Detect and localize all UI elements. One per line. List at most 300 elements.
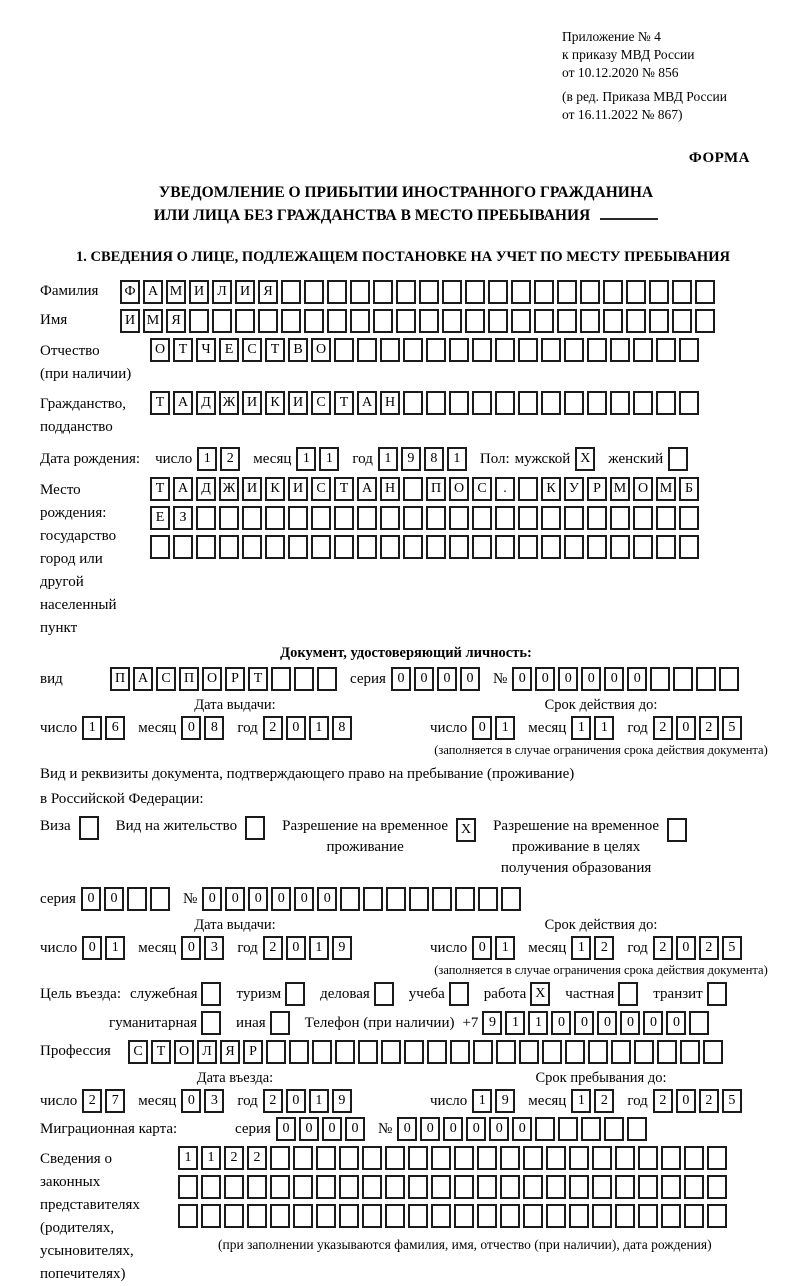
purpose-5-checkbox[interactable] xyxy=(618,982,641,1006)
char-cell[interactable] xyxy=(581,1117,601,1141)
birth-year-cells[interactable] xyxy=(378,447,470,471)
char-cell[interactable] xyxy=(673,667,693,691)
char-cell[interactable] xyxy=(546,1175,566,1199)
char-cell[interactable] xyxy=(564,535,584,559)
char-cell[interactable] xyxy=(604,1117,624,1141)
char-cell[interactable] xyxy=(266,1040,286,1064)
char-cell[interactable] xyxy=(667,818,687,842)
permit-valid-year[interactable] xyxy=(653,936,745,960)
char-cell[interactable] xyxy=(546,1204,566,1228)
citizenship-cells[interactable] xyxy=(150,391,702,415)
char-cell[interactable] xyxy=(541,506,561,530)
char-cell[interactable]: Д xyxy=(196,477,216,501)
char-cell[interactable] xyxy=(679,338,699,362)
char-cell[interactable]: 0 xyxy=(322,1117,342,1141)
char-cell[interactable] xyxy=(511,309,531,333)
char-cell[interactable]: Д xyxy=(196,391,216,415)
char-cell[interactable]: Т xyxy=(334,391,354,415)
char-cell[interactable] xyxy=(592,1175,612,1199)
char-cell[interactable] xyxy=(500,1146,520,1170)
char-cell[interactable] xyxy=(610,338,630,362)
char-cell[interactable] xyxy=(242,535,262,559)
char-cell[interactable]: В xyxy=(288,338,308,362)
char-cell[interactable] xyxy=(293,1204,313,1228)
char-cell[interactable] xyxy=(362,1175,382,1199)
char-cell[interactable] xyxy=(672,280,692,304)
char-cell[interactable] xyxy=(403,391,423,415)
char-cell[interactable] xyxy=(633,338,653,362)
char-cell[interactable] xyxy=(626,280,646,304)
char-cell[interactable] xyxy=(294,667,314,691)
char-cell[interactable] xyxy=(477,1175,497,1199)
permit-issue-day[interactable] xyxy=(82,936,128,960)
char-cell[interactable] xyxy=(569,1146,589,1170)
stay-day[interactable] xyxy=(472,1089,518,1113)
char-cell[interactable] xyxy=(518,477,538,501)
char-cell[interactable]: 0 xyxy=(676,1089,696,1113)
char-cell[interactable] xyxy=(588,1040,608,1064)
temp-residence-edu-checkbox[interactable] xyxy=(667,818,690,842)
char-cell[interactable] xyxy=(523,1175,543,1199)
char-cell[interactable] xyxy=(477,1204,497,1228)
char-cell[interactable]: 0 xyxy=(581,667,601,691)
char-cell[interactable]: 9 xyxy=(482,1011,502,1035)
char-cell[interactable] xyxy=(615,1204,635,1228)
char-cell[interactable] xyxy=(695,280,715,304)
char-cell[interactable]: 1 xyxy=(178,1146,198,1170)
char-cell[interactable] xyxy=(242,506,262,530)
char-cell[interactable]: 0 xyxy=(676,716,696,740)
char-cell[interactable]: Е xyxy=(219,338,239,362)
char-cell[interactable] xyxy=(265,535,285,559)
char-cell[interactable] xyxy=(523,1146,543,1170)
char-cell[interactable]: 2 xyxy=(699,1089,719,1113)
purpose-1-checkbox[interactable] xyxy=(285,982,308,1006)
char-cell[interactable] xyxy=(649,280,669,304)
char-cell[interactable] xyxy=(587,391,607,415)
char-cell[interactable] xyxy=(150,535,170,559)
char-cell[interactable] xyxy=(680,1040,700,1064)
char-cell[interactable] xyxy=(358,1040,378,1064)
char-cell[interactable] xyxy=(247,1175,267,1199)
char-cell[interactable]: 0 xyxy=(248,887,268,911)
char-cell[interactable] xyxy=(380,338,400,362)
char-cell[interactable] xyxy=(541,535,561,559)
char-cell[interactable] xyxy=(312,1040,332,1064)
char-cell[interactable]: 0 xyxy=(604,667,624,691)
char-cell[interactable] xyxy=(374,982,394,1006)
char-cell[interactable] xyxy=(316,1204,336,1228)
char-cell[interactable] xyxy=(454,1175,474,1199)
char-cell[interactable]: 0 xyxy=(472,716,492,740)
mig-series-cells[interactable] xyxy=(276,1117,368,1141)
char-cell[interactable] xyxy=(316,1175,336,1199)
char-cell[interactable] xyxy=(719,667,739,691)
char-cell[interactable] xyxy=(219,506,239,530)
char-cell[interactable]: 0 xyxy=(181,1089,201,1113)
char-cell[interactable] xyxy=(196,535,216,559)
char-cell[interactable] xyxy=(495,535,515,559)
char-cell[interactable] xyxy=(442,309,462,333)
char-cell[interactable]: 2 xyxy=(263,936,283,960)
char-cell[interactable]: 0 xyxy=(202,887,222,911)
char-cell[interactable] xyxy=(350,280,370,304)
char-cell[interactable]: 2 xyxy=(653,716,673,740)
char-cell[interactable]: 1 xyxy=(495,936,515,960)
char-cell[interactable] xyxy=(661,1204,681,1228)
char-cell[interactable] xyxy=(650,667,670,691)
char-cell[interactable] xyxy=(427,1040,447,1064)
char-cell[interactable] xyxy=(518,506,538,530)
char-cell[interactable]: 0 xyxy=(286,1089,306,1113)
char-cell[interactable] xyxy=(265,506,285,530)
char-cell[interactable] xyxy=(449,506,469,530)
char-cell[interactable]: 2 xyxy=(224,1146,244,1170)
char-cell[interactable] xyxy=(610,535,630,559)
char-cell[interactable]: 0 xyxy=(391,667,411,691)
char-cell[interactable]: 0 xyxy=(181,936,201,960)
char-cell[interactable] xyxy=(501,887,521,911)
char-cell[interactable] xyxy=(472,506,492,530)
char-cell[interactable]: 7 xyxy=(105,1089,125,1113)
char-cell[interactable]: И xyxy=(235,280,255,304)
char-cell[interactable] xyxy=(373,309,393,333)
char-cell[interactable] xyxy=(431,1146,451,1170)
char-cell[interactable]: П xyxy=(426,477,446,501)
char-cell[interactable] xyxy=(668,447,688,471)
passport-issue-day[interactable] xyxy=(82,716,128,740)
char-cell[interactable]: 1 xyxy=(528,1011,548,1035)
char-cell[interactable]: О xyxy=(311,338,331,362)
char-cell[interactable] xyxy=(603,309,623,333)
char-cell[interactable]: 0 xyxy=(286,716,306,740)
char-cell[interactable] xyxy=(270,1011,290,1035)
char-cell[interactable]: . xyxy=(495,477,515,501)
char-cell[interactable] xyxy=(684,1175,704,1199)
char-cell[interactable]: 9 xyxy=(332,1089,352,1113)
char-cell[interactable] xyxy=(339,1175,359,1199)
char-cell[interactable] xyxy=(592,1204,612,1228)
char-cell[interactable] xyxy=(449,338,469,362)
char-cell[interactable] xyxy=(465,309,485,333)
char-cell[interactable] xyxy=(707,1146,727,1170)
char-cell[interactable] xyxy=(495,506,515,530)
char-cell[interactable]: 0 xyxy=(643,1011,663,1035)
char-cell[interactable]: 2 xyxy=(220,447,240,471)
char-cell[interactable]: Р xyxy=(587,477,607,501)
char-cell[interactable]: Т xyxy=(248,667,268,691)
char-cell[interactable]: 0 xyxy=(286,936,306,960)
purpose-7-checkbox[interactable] xyxy=(201,1011,224,1035)
char-cell[interactable] xyxy=(518,391,538,415)
char-cell[interactable] xyxy=(449,391,469,415)
char-cell[interactable] xyxy=(455,887,475,911)
char-cell[interactable] xyxy=(271,667,291,691)
char-cell[interactable] xyxy=(679,506,699,530)
char-cell[interactable]: Р xyxy=(243,1040,263,1064)
char-cell[interactable]: 2 xyxy=(263,716,283,740)
char-cell[interactable] xyxy=(258,309,278,333)
char-cell[interactable]: С xyxy=(311,477,331,501)
char-cell[interactable]: Н xyxy=(380,477,400,501)
male-checkbox[interactable] xyxy=(575,447,598,471)
char-cell[interactable]: Р xyxy=(225,667,245,691)
char-cell[interactable] xyxy=(442,280,462,304)
birth-place-row2[interactable] xyxy=(150,506,702,530)
legal-reps-row3[interactable] xyxy=(178,1204,730,1228)
char-cell[interactable]: С xyxy=(311,391,331,415)
birth-day-cells[interactable] xyxy=(197,447,243,471)
char-cell[interactable]: 2 xyxy=(82,1089,102,1113)
char-cell[interactable] xyxy=(580,309,600,333)
char-cell[interactable] xyxy=(703,1040,723,1064)
passport-valid-month[interactable] xyxy=(571,716,617,740)
char-cell[interactable] xyxy=(373,280,393,304)
char-cell[interactable]: 9 xyxy=(401,447,421,471)
char-cell[interactable]: 1 xyxy=(378,447,398,471)
char-cell[interactable]: С xyxy=(472,477,492,501)
birth-place-row1[interactable] xyxy=(150,477,702,501)
char-cell[interactable] xyxy=(339,1204,359,1228)
char-cell[interactable] xyxy=(289,1040,309,1064)
char-cell[interactable] xyxy=(426,391,446,415)
char-cell[interactable] xyxy=(270,1146,290,1170)
char-cell[interactable] xyxy=(212,309,232,333)
char-cell[interactable] xyxy=(611,1040,631,1064)
char-cell[interactable] xyxy=(542,1040,562,1064)
char-cell[interactable]: 1 xyxy=(309,936,329,960)
char-cell[interactable]: X xyxy=(530,982,550,1006)
char-cell[interactable]: 0 xyxy=(597,1011,617,1035)
char-cell[interactable]: 0 xyxy=(420,1117,440,1141)
char-cell[interactable]: 1 xyxy=(201,1146,221,1170)
passport-valid-day[interactable] xyxy=(472,716,518,740)
char-cell[interactable]: 9 xyxy=(495,1089,515,1113)
char-cell[interactable]: 1 xyxy=(571,1089,591,1113)
char-cell[interactable] xyxy=(564,506,584,530)
char-cell[interactable]: Л xyxy=(212,280,232,304)
char-cell[interactable] xyxy=(500,1204,520,1228)
permit-issue-year[interactable] xyxy=(263,936,355,960)
char-cell[interactable] xyxy=(403,477,423,501)
mig-number-cells[interactable] xyxy=(397,1117,650,1141)
char-cell[interactable] xyxy=(672,309,692,333)
char-cell[interactable]: 0 xyxy=(81,887,101,911)
char-cell[interactable] xyxy=(634,1040,654,1064)
char-cell[interactable]: О xyxy=(633,477,653,501)
char-cell[interactable]: 3 xyxy=(204,936,224,960)
char-cell[interactable]: К xyxy=(265,477,285,501)
char-cell[interactable] xyxy=(557,280,577,304)
char-cell[interactable] xyxy=(357,535,377,559)
char-cell[interactable]: К xyxy=(265,391,285,415)
char-cell[interactable]: 0 xyxy=(82,936,102,960)
char-cell[interactable] xyxy=(465,280,485,304)
char-cell[interactable] xyxy=(327,280,347,304)
char-cell[interactable] xyxy=(695,309,715,333)
char-cell[interactable] xyxy=(224,1204,244,1228)
char-cell[interactable] xyxy=(679,391,699,415)
char-cell[interactable] xyxy=(419,280,439,304)
char-cell[interactable] xyxy=(245,816,265,840)
char-cell[interactable]: 0 xyxy=(414,667,434,691)
char-cell[interactable]: 1 xyxy=(495,716,515,740)
char-cell[interactable] xyxy=(684,1204,704,1228)
char-cell[interactable] xyxy=(403,338,423,362)
char-cell[interactable] xyxy=(638,1175,658,1199)
name-cells[interactable] xyxy=(120,309,718,333)
char-cell[interactable]: 2 xyxy=(594,936,614,960)
char-cell[interactable]: А xyxy=(133,667,153,691)
char-cell[interactable] xyxy=(396,280,416,304)
char-cell[interactable] xyxy=(546,1146,566,1170)
char-cell[interactable] xyxy=(615,1175,635,1199)
purpose-6-checkbox[interactable] xyxy=(707,982,730,1006)
char-cell[interactable]: 5 xyxy=(722,936,742,960)
char-cell[interactable] xyxy=(564,391,584,415)
char-cell[interactable] xyxy=(569,1175,589,1199)
char-cell[interactable]: 0 xyxy=(466,1117,486,1141)
char-cell[interactable]: И xyxy=(189,280,209,304)
char-cell[interactable] xyxy=(281,309,301,333)
char-cell[interactable] xyxy=(518,338,538,362)
char-cell[interactable] xyxy=(454,1146,474,1170)
char-cell[interactable] xyxy=(178,1175,198,1199)
permit-issue-month[interactable] xyxy=(181,936,227,960)
char-cell[interactable] xyxy=(656,506,676,530)
char-cell[interactable] xyxy=(689,1011,709,1035)
stay-year[interactable] xyxy=(653,1089,745,1113)
char-cell[interactable] xyxy=(426,506,446,530)
char-cell[interactable]: 1 xyxy=(319,447,339,471)
char-cell[interactable]: 0 xyxy=(271,887,291,911)
char-cell[interactable] xyxy=(564,338,584,362)
char-cell[interactable] xyxy=(495,338,515,362)
char-cell[interactable] xyxy=(386,887,406,911)
char-cell[interactable]: П xyxy=(110,667,130,691)
char-cell[interactable] xyxy=(523,1204,543,1228)
char-cell[interactable] xyxy=(201,982,221,1006)
purpose-3-checkbox[interactable] xyxy=(449,982,472,1006)
char-cell[interactable]: А xyxy=(143,280,163,304)
char-cell[interactable] xyxy=(496,1040,516,1064)
char-cell[interactable] xyxy=(656,391,676,415)
permit-number-cells[interactable] xyxy=(202,887,524,911)
char-cell[interactable]: 0 xyxy=(512,667,532,691)
char-cell[interactable]: 0 xyxy=(317,887,337,911)
char-cell[interactable]: 2 xyxy=(263,1089,283,1113)
char-cell[interactable]: 0 xyxy=(535,667,555,691)
char-cell[interactable] xyxy=(592,1146,612,1170)
char-cell[interactable] xyxy=(707,1204,727,1228)
char-cell[interactable]: 1 xyxy=(197,447,217,471)
char-cell[interactable] xyxy=(534,309,554,333)
char-cell[interactable]: Т xyxy=(150,391,170,415)
passport-issue-month[interactable] xyxy=(181,716,227,740)
char-cell[interactable]: И xyxy=(120,309,140,333)
char-cell[interactable] xyxy=(432,887,452,911)
char-cell[interactable]: 0 xyxy=(181,716,201,740)
phone-cells[interactable] xyxy=(482,1011,712,1035)
char-cell[interactable] xyxy=(633,391,653,415)
char-cell[interactable] xyxy=(587,338,607,362)
char-cell[interactable]: 5 xyxy=(722,716,742,740)
char-cell[interactable] xyxy=(569,1204,589,1228)
char-cell[interactable] xyxy=(472,535,492,559)
char-cell[interactable]: 1 xyxy=(296,447,316,471)
char-cell[interactable]: О xyxy=(202,667,222,691)
char-cell[interactable] xyxy=(224,1175,244,1199)
char-cell[interactable] xyxy=(340,887,360,911)
legal-reps-row1[interactable] xyxy=(178,1146,730,1170)
char-cell[interactable] xyxy=(638,1146,658,1170)
birth-place-row3[interactable] xyxy=(150,535,702,559)
char-cell[interactable] xyxy=(535,1117,555,1141)
char-cell[interactable] xyxy=(419,309,439,333)
char-cell[interactable] xyxy=(150,887,170,911)
char-cell[interactable] xyxy=(472,338,492,362)
char-cell[interactable] xyxy=(335,1040,355,1064)
char-cell[interactable] xyxy=(178,1204,198,1228)
char-cell[interactable] xyxy=(565,1040,585,1064)
char-cell[interactable]: Ч xyxy=(196,338,216,362)
char-cell[interactable] xyxy=(79,816,99,840)
char-cell[interactable]: 0 xyxy=(460,667,480,691)
char-cell[interactable]: 1 xyxy=(472,1089,492,1113)
char-cell[interactable] xyxy=(449,982,469,1006)
char-cell[interactable]: 0 xyxy=(676,936,696,960)
char-cell[interactable] xyxy=(219,535,239,559)
char-cell[interactable] xyxy=(339,1146,359,1170)
char-cell[interactable] xyxy=(311,506,331,530)
char-cell[interactable] xyxy=(518,535,538,559)
char-cell[interactable] xyxy=(357,338,377,362)
char-cell[interactable]: С xyxy=(242,338,262,362)
char-cell[interactable]: Т xyxy=(173,338,193,362)
char-cell[interactable]: 0 xyxy=(225,887,245,911)
char-cell[interactable]: С xyxy=(156,667,176,691)
char-cell[interactable] xyxy=(707,1175,727,1199)
char-cell[interactable]: Я xyxy=(166,309,186,333)
char-cell[interactable]: С xyxy=(128,1040,148,1064)
char-cell[interactable] xyxy=(409,887,429,911)
char-cell[interactable]: 0 xyxy=(299,1117,319,1141)
char-cell[interactable] xyxy=(316,1146,336,1170)
char-cell[interactable]: У xyxy=(564,477,584,501)
char-cell[interactable] xyxy=(661,1146,681,1170)
char-cell[interactable] xyxy=(334,535,354,559)
char-cell[interactable]: 0 xyxy=(437,667,457,691)
char-cell[interactable] xyxy=(363,887,383,911)
char-cell[interactable]: К xyxy=(541,477,561,501)
char-cell[interactable] xyxy=(657,1040,677,1064)
char-cell[interactable] xyxy=(293,1146,313,1170)
char-cell[interactable]: 1 xyxy=(571,936,591,960)
female-checkbox[interactable] xyxy=(668,447,691,471)
char-cell[interactable] xyxy=(472,391,492,415)
birth-month-cells[interactable] xyxy=(296,447,342,471)
char-cell[interactable] xyxy=(696,667,716,691)
char-cell[interactable]: 0 xyxy=(558,667,578,691)
char-cell[interactable] xyxy=(408,1175,428,1199)
char-cell[interactable] xyxy=(396,309,416,333)
char-cell[interactable]: Ж xyxy=(219,391,239,415)
char-cell[interactable] xyxy=(189,309,209,333)
char-cell[interactable] xyxy=(350,309,370,333)
char-cell[interactable]: И xyxy=(288,391,308,415)
char-cell[interactable]: 1 xyxy=(505,1011,525,1035)
char-cell[interactable] xyxy=(380,535,400,559)
